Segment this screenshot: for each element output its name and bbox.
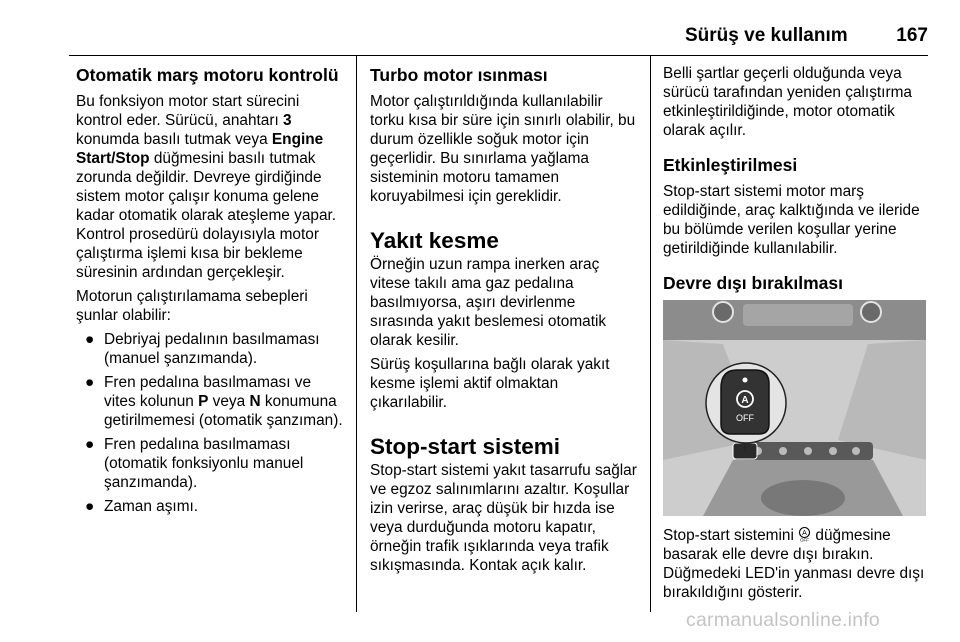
list-item: ● Debriyaj pedalının basılmaması (manuel şanzımanda). — [85, 331, 320, 367]
list-item: ● Fren pedalına basılmaması (otomatik fonksiyonlu manuel şanzımanda). — [85, 436, 304, 491]
heading-activation: Etkinleştirilmesi — [663, 155, 798, 175]
heading-deactivation: Devre dışı bırakılması — [663, 273, 843, 293]
watermark: carmanualsonline.info — [686, 609, 880, 631]
svg-text:A: A — [802, 530, 807, 537]
figure-off-label: OFF — [736, 413, 754, 423]
engine-start-stop-label: Engine Start/Stop — [76, 131, 324, 167]
paragraph-autostart: Bu fonksiyon motor start sürecini kontrol eder. Sürücü, anahtarı 3 konumda basılı tutmak veya Engine Start/Stop düğmesini basılı tutmak zorunda değildir. Devreye girdiğinde sistem motor çalışır konuma gelene kadar otomatik olarak ateşleme yapar. Kontrol prosedürü dolayısıyla motor çalıştırma işlemi kısa bir bekleme süresinin ardından gerçekleşir. — [76, 93, 337, 281]
column-divider-1 — [356, 56, 357, 612]
paragraph-auto-restart: Belli şartlar geçerli olduğunda veya sürücü tarafından yeniden çalıştırma etkinleştirildiğinde, motor otomatik olarak açılır. — [663, 65, 912, 139]
list-item: ● Fren pedalına basılmaması ve vites kolunun P veya N konumuna getirilmemesi (otomatik şanzıman). — [85, 374, 343, 429]
bullet-icon: ● — [85, 498, 95, 515]
header-rule — [69, 55, 928, 56]
list-item: ● Zaman aşımı. — [85, 498, 199, 515]
column-3 — [663, 64, 929, 607]
column-2 — [370, 64, 638, 580]
stop-start-button-figure — [663, 300, 926, 516]
paragraph-fuel-cut-2: Sürüş koşullarına bağlı olarak yakıt kesme işlemi aktif olmaktan çıkarılabilir. — [370, 356, 610, 411]
svg-text:OFF: OFF — [800, 537, 810, 542]
column-divider-2 — [650, 56, 651, 612]
paragraph-fuel-cut: Örneğin uzun rampa inerken araç vitese takılı ama gaz pedalına basılmıyorsa, aşırı devirlenme sırasında yakıt beslemesi otomatik olarak kesilir. — [370, 256, 607, 349]
heading-turbo: Turbo motor ısınması — [370, 65, 548, 85]
paragraph-reasons: Motorun çalıştırılamama sebepleri şunlar olabilir: — [76, 288, 308, 324]
stop-start-icon — [798, 526, 811, 542]
bullet-icon: ● — [85, 374, 95, 391]
bullet-icon: ● — [85, 331, 95, 348]
paragraph-activation: Stop-start sistemi motor marş edildiğinde, araç kalktığında ve ileride bu bölümde verilen koşullar yerine getirildiğinde kullanılabilir. — [663, 183, 920, 257]
svg-text:A: A — [741, 395, 749, 406]
key-position: 3 — [283, 112, 292, 129]
heading-stop-start: Stop-start sistemi — [370, 434, 561, 459]
heading-autostart: Otomatik marş motoru kontrolü — [76, 65, 339, 85]
page-header — [640, 26, 928, 52]
paragraph-deactivation: Stop-start sistemini A OFF düğmesine basarak elle devre dışı bırakın. Düğmedeki LED'in yanması devre dışı bırakıldığını gösterir. — [663, 527, 925, 601]
heading-fuel-cut: Yakıt kesme — [370, 228, 499, 253]
section-title: Sürüş ve kullanım — [685, 25, 848, 46]
reasons-list — [76, 330, 346, 516]
paragraph-turbo: Motor çalıştırıldığında kullanılabilir torku kısa bir süre için sınırlı olabilir, bu durum özellikle soğuk motor için geçerlidir. Bu sınırlama yağlama sisteminin motoru tamamen koruyabilmesi için gereklidir. — [370, 93, 636, 205]
paragraph-stop-start: Stop-start sistemi yakıt tasarrufu sağlar ve egzoz salınımlarını azaltır. Koşullar izin verirse, araç düşük bir hızda ise veya durduğunda motoru kapatır, örneğin trafik ışıklarında veya trafik sıkışmasında. Kontak açık kalır. — [370, 462, 637, 574]
bullet-icon: ● — [85, 436, 95, 453]
column-1 — [76, 64, 346, 521]
page-number: 167 — [896, 25, 928, 46]
